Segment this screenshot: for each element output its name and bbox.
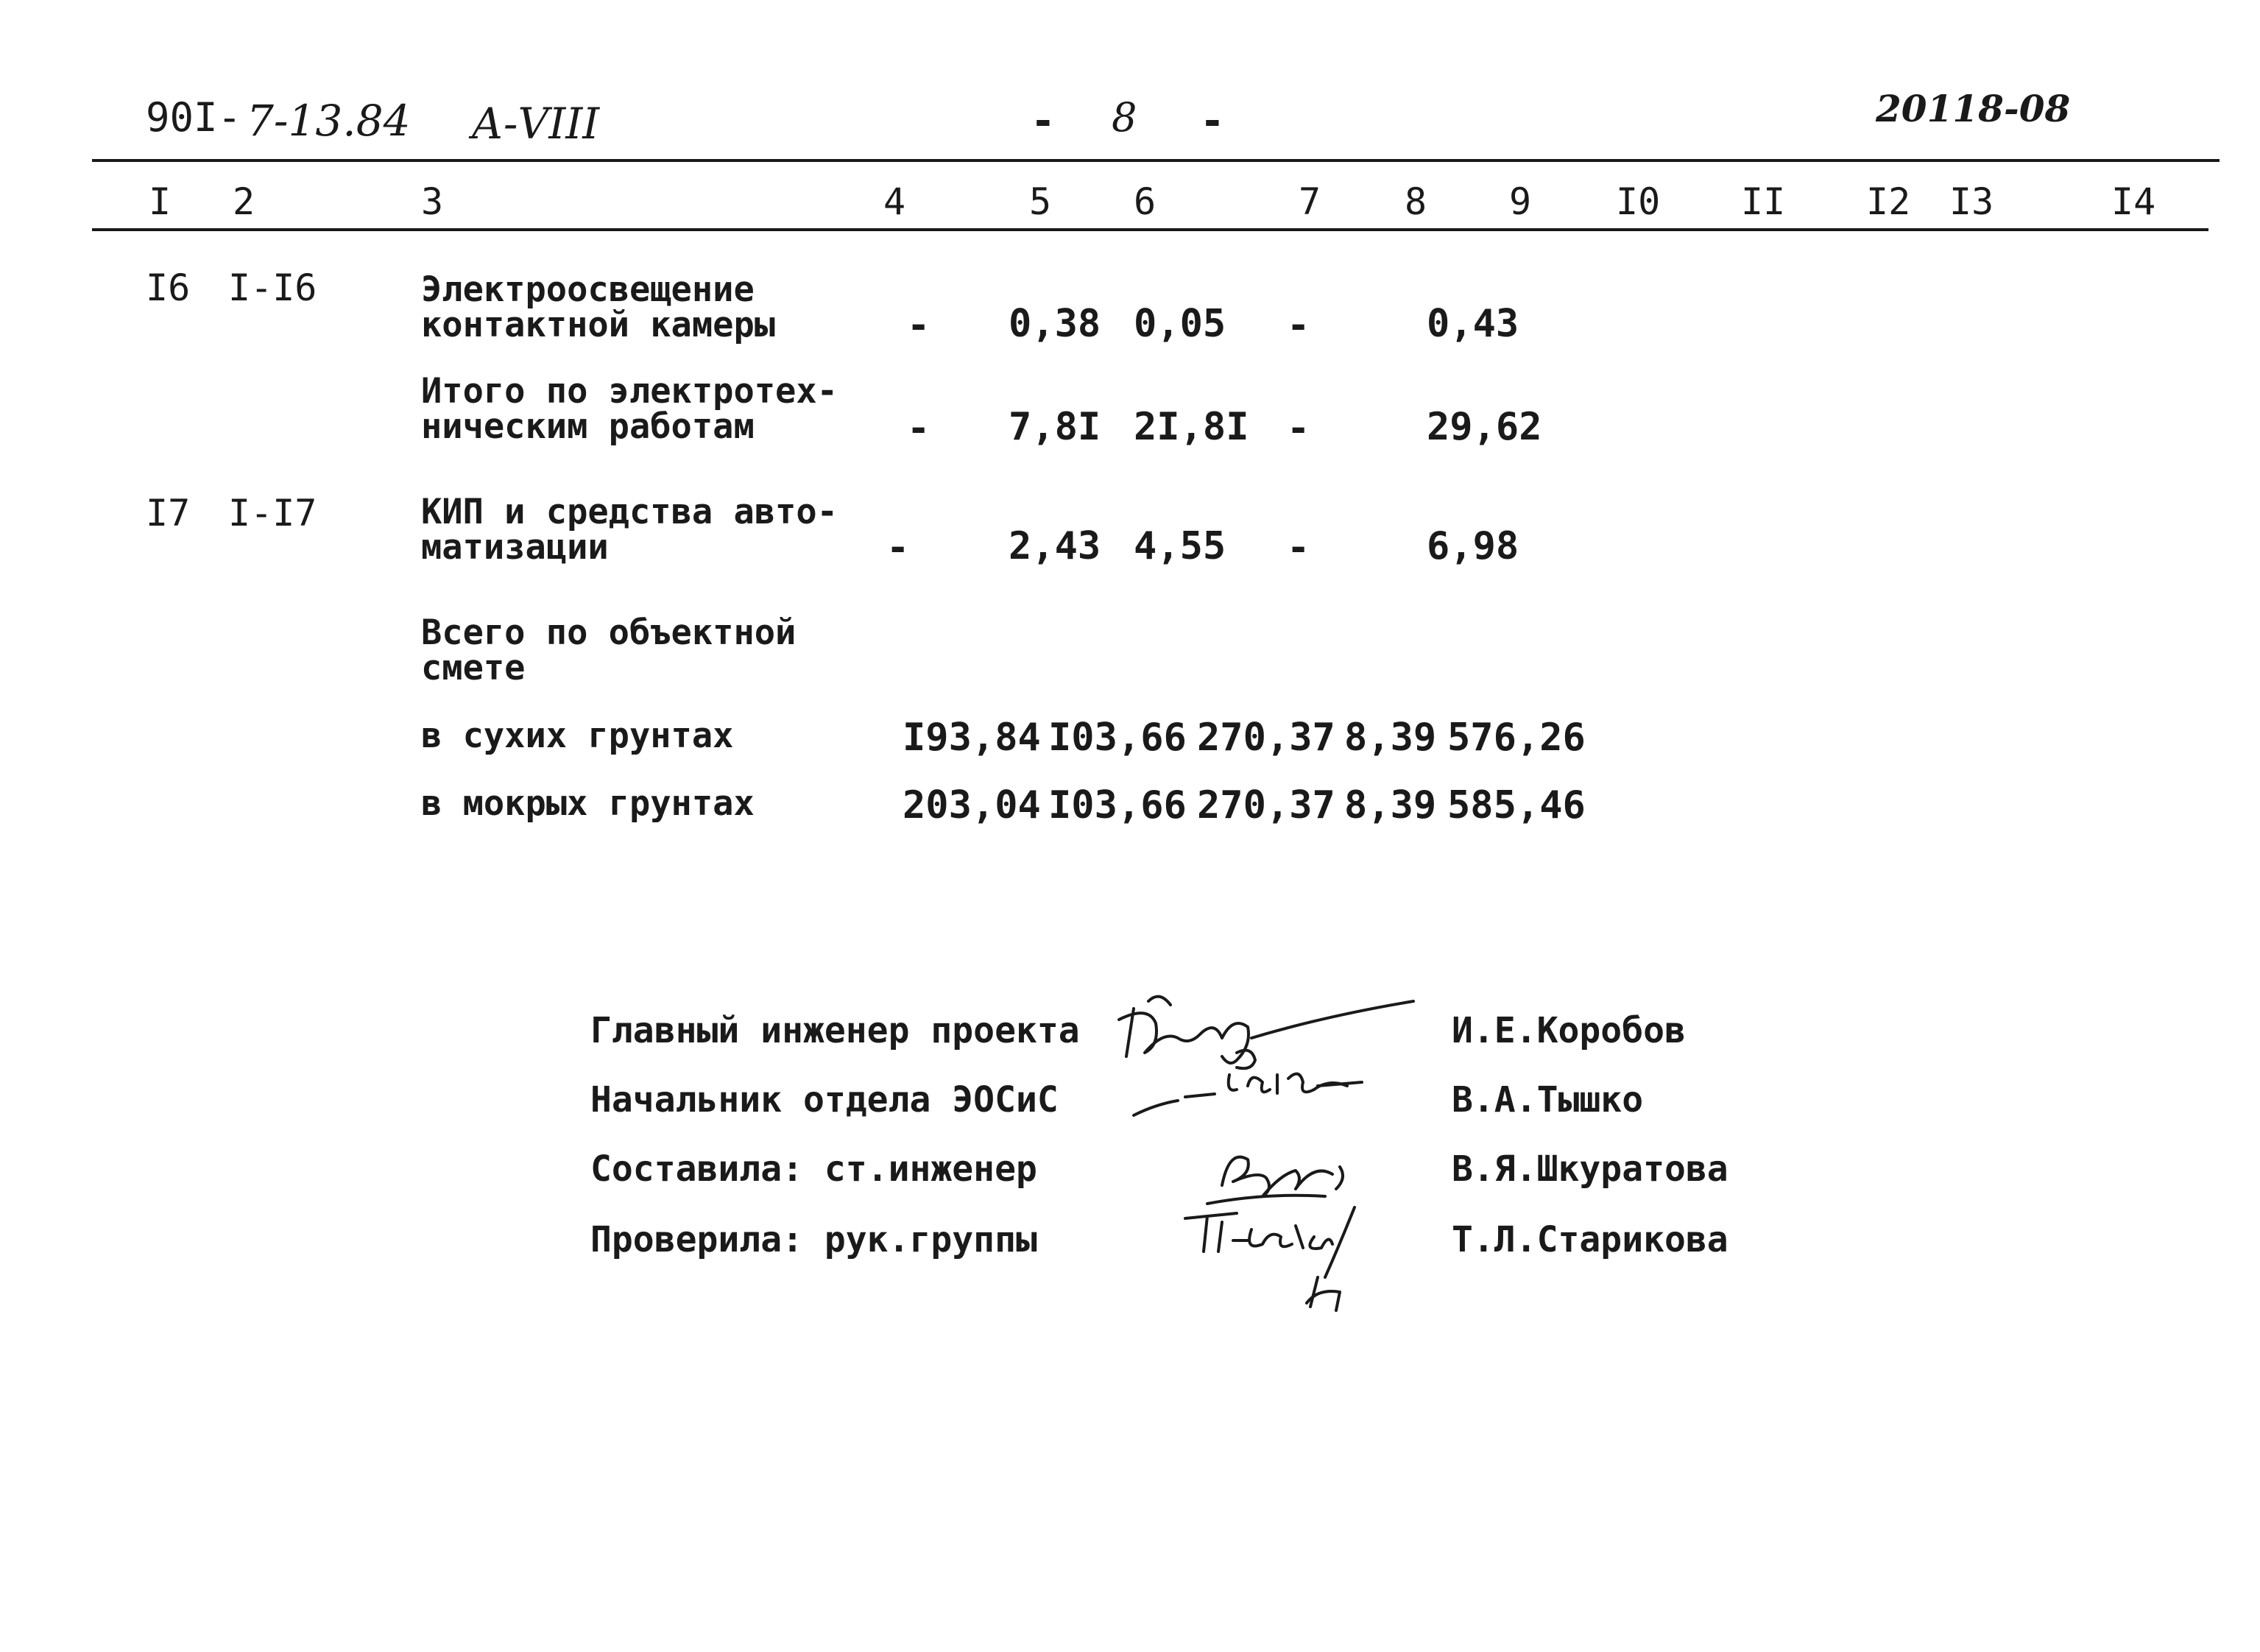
column-header: 9 [1509,180,1532,223]
cell-col4: - [907,406,931,451]
doc-prefix: 90I- [146,94,242,141]
cell-col9: 585,46 [1447,783,1586,827]
cell-col5: 0,38 [1009,302,1101,346]
cell-col5: I03,66 [1048,716,1187,760]
cell-col6: 270,37 [1197,783,1335,827]
archive-number: 20118-08 [1876,87,2071,130]
column-header: I0 [1616,180,1661,223]
cell-col5: 2,43 [1009,524,1101,568]
cell-col4: I93,84 [903,716,1041,760]
cell-col4: 203,04 [903,783,1041,827]
signature-department-head [1126,1045,1377,1126]
signature-name: Т.Л.Старикова [1452,1219,1728,1260]
column-header: 8 [1405,180,1427,223]
column-header: 5 [1029,180,1052,223]
row-code: I-I7 [228,492,317,534]
signature-name: И.Е.Коробов [1452,1010,1686,1051]
column-header: I4 [2111,180,2156,223]
row-code: I-I6 [228,266,317,309]
row-description-line: КИП и средства авто- [421,492,838,532]
row-description-line: Электроосвещение [421,269,755,310]
signature-reviewer [1170,1200,1391,1325]
cell-col5: I03,66 [1048,783,1187,827]
header-bottom-rule [92,228,2208,231]
row-description-line: контактной камеры [421,305,776,345]
cell-col9: 576,26 [1447,716,1586,760]
signature-role: Главный инженер проекта [590,1010,1080,1051]
cell-col7: - [1287,303,1310,347]
cell-col6: 270,37 [1197,716,1335,760]
cell-col7: - [1287,406,1310,451]
row-description-line: Итого по электротех- [421,371,838,412]
row-description-line: ническим работам [421,406,755,447]
column-header: 2 [233,180,255,223]
column-header: 4 [883,180,906,223]
row-number: I6 [146,266,191,309]
cell-col9: 29,62 [1427,405,1542,449]
cell-col7: - [1287,526,1310,570]
totals-heading-line: смете [421,648,526,688]
totals-label: в мокрых грунтах [421,783,755,824]
cell-col4: - [907,303,931,347]
column-header: I3 [1949,180,1994,223]
column-header: 6 [1134,180,1157,223]
signature-role: Начальник отдела ЭОСиС [590,1079,1059,1120]
totals-heading-line: Всего по объектной [421,613,797,653]
row-number: I7 [146,492,191,534]
cell-col9: 6,98 [1427,524,1519,568]
row-description-line: матизации [421,527,609,568]
doc-code: 7-13.84 [247,96,411,146]
cell-col9: 0,43 [1427,302,1519,346]
cell-col7: 8,39 [1344,716,1437,760]
header-top-rule [92,159,2220,162]
column-header: 7 [1299,180,1321,223]
cell-col6: 0,05 [1134,302,1226,346]
cell-col7: 8,39 [1344,783,1437,827]
cell-col6: 4,55 [1134,524,1226,568]
signature-name: В.Я.Шкуратова [1452,1148,1728,1190]
column-header: II [1741,180,1786,223]
column-header: I [149,180,172,223]
totals-label: в сухих грунтах [421,716,734,756]
cell-col4: - [886,526,910,570]
signature-name: В.А.Тышко [1452,1079,1644,1120]
cell-col6: 2I,8I [1134,405,1249,449]
page-number: 8 [1112,94,1137,141]
cell-col5: 7,8I [1009,405,1101,449]
album-number: А-VIII [471,99,600,149]
column-header: 3 [421,180,444,223]
page-dash-right: - [1200,97,1225,145]
column-header: I2 [1866,180,1911,223]
signature-role: Проверила: рук.группы [590,1219,1037,1260]
page-dash-left: - [1031,97,1056,145]
signature-role: Составила: ст.инженер [590,1148,1037,1190]
